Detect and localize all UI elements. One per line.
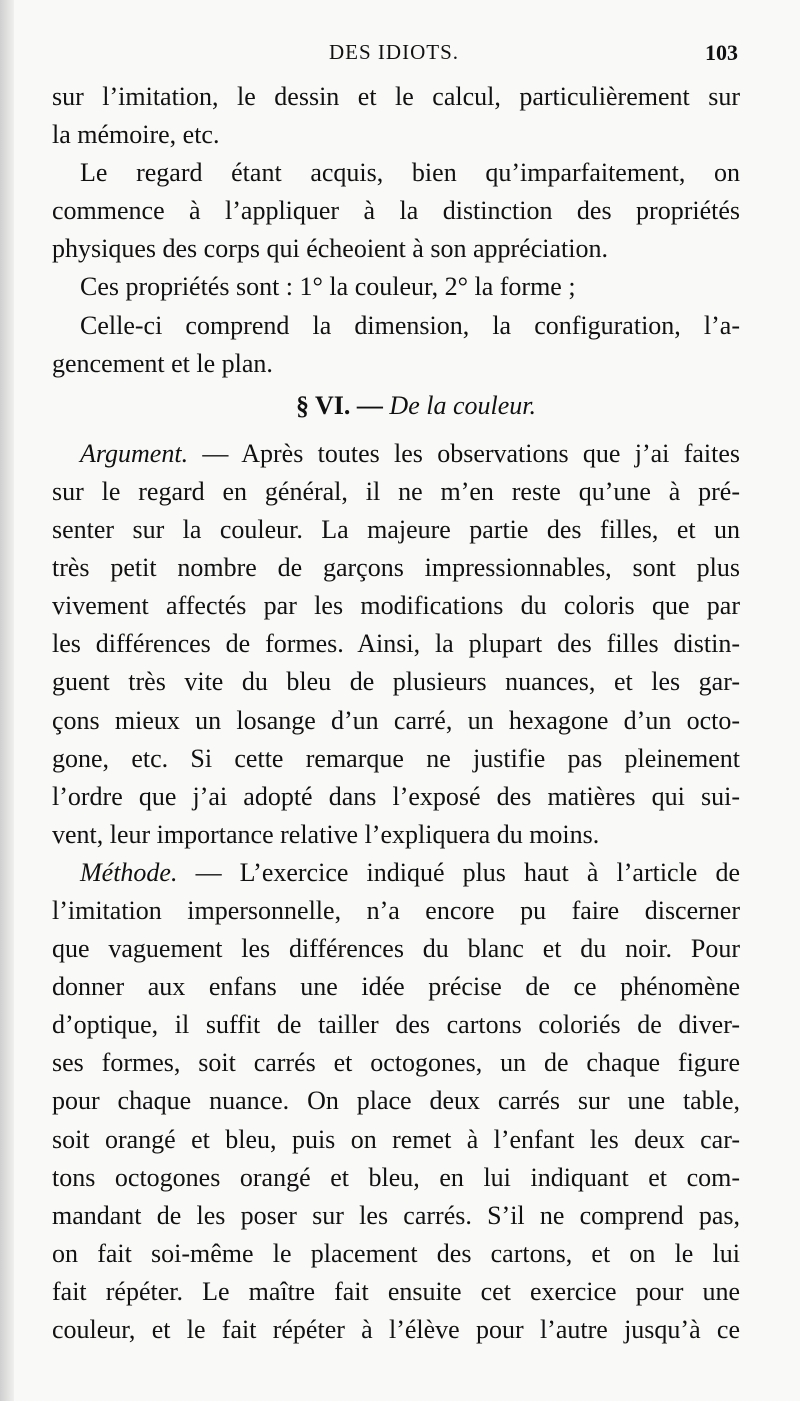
text-line: que vaguement les différences du blanc et du noir. Pour (52, 934, 740, 964)
methode-first-line-text: — L’exercice indiqué plus haut à l’article de (177, 857, 740, 887)
text-line: commence à l’appliquer à la distinction des propriétés (52, 196, 740, 226)
text-line: très petit nombre de garçons impressionnables, sont plus (52, 553, 740, 583)
text-line: d’optique, il suffit de tailler des cartons coloriés de diver- (52, 1010, 740, 1040)
section-heading (52, 387, 740, 425)
text-line: sur le regard en général, il ne m’en reste qu’une à pré- (52, 476, 740, 506)
text-line: Celle-ci comprend la dimension, la configuration, l’a- (80, 310, 740, 340)
text-line: vent, leur importance relative l’expliquera du moins. (52, 819, 600, 849)
section-title: De la couleur. (389, 390, 537, 420)
text-line: Le regard étant acquis, bien qu’imparfaitement, on (80, 158, 740, 188)
text-line: physiques des corps qui écheoient à son appréciation. (52, 234, 608, 264)
text-line: senter sur la couleur. La majeure partie des filles, et un (52, 515, 740, 545)
text-line: on fait soi-même le placement des cartons, et on le lui (52, 1238, 740, 1268)
text-line: Ces propriétés sont : 1° la couleur, 2° la forme ; (80, 272, 576, 302)
section-number: § VI. — (295, 390, 383, 420)
text-line: sur l’imitation, le dessin et le calcul, particulièrement sur (52, 82, 740, 111)
text-line: gone, etc. Si cette remarque ne justifie pas pleinement (52, 743, 740, 773)
text-line: couleur, et le fait répéter à l’élève pour l’autre jusqu’à ce (52, 1315, 740, 1344)
text-line: fait répéter. Le maître fait ensuite cet exercice pour une (52, 1276, 740, 1306)
text-line: donner aux enfans une idée précise de ce phénomène (52, 972, 740, 1002)
text-line: guent très vite du bleu de plusieurs nuances, et les gar- (52, 667, 740, 697)
text-line: ses formes, soit carrés et octogones, un de chaque figure (52, 1048, 740, 1078)
text-line: mandant de les poser sur les carrés. S’il ne comprend pas, (52, 1200, 740, 1230)
methode-label: Méthode. (80, 857, 178, 887)
argument-first-line-text: — Après toutes les observations que j’ai faites (188, 438, 740, 468)
text-line: les différences de formes. Ainsi, la plupart des filles distin- (52, 629, 740, 659)
argument-label: Argument. (80, 438, 189, 468)
page-gutter (0, 0, 14, 1401)
text-line: soit orangé et bleu, puis on remet à l’enfant les deux car- (52, 1124, 740, 1154)
page-header (50, 40, 738, 76)
body-text (52, 78, 740, 1349)
text-line: l’ordre que j’ai adopté dans l’exposé des matières qui sui- (52, 781, 740, 811)
text-line: tons octogones orangé et bleu, en lui indiquant et com- (52, 1162, 740, 1192)
argument-first-line (52, 435, 740, 473)
text-line: gencement et le plan. (52, 348, 273, 378)
text-line: vivement affectés par les modifications du coloris que par (52, 591, 740, 621)
text-line: l’imitation impersonnelle, n’a encore pu faire discerner (52, 895, 740, 925)
text-line: pour chaque nuance. On place deux carrés sur une table, (52, 1086, 740, 1116)
running-title: DES IDIOTS. (329, 40, 459, 64)
methode-first-line (52, 854, 740, 892)
text-line: çons mieux un losange d’un carré, un hexagone d’un octo- (52, 705, 740, 735)
page-number: 103 (705, 40, 738, 65)
text-line: la mémoire, etc. (52, 120, 220, 150)
